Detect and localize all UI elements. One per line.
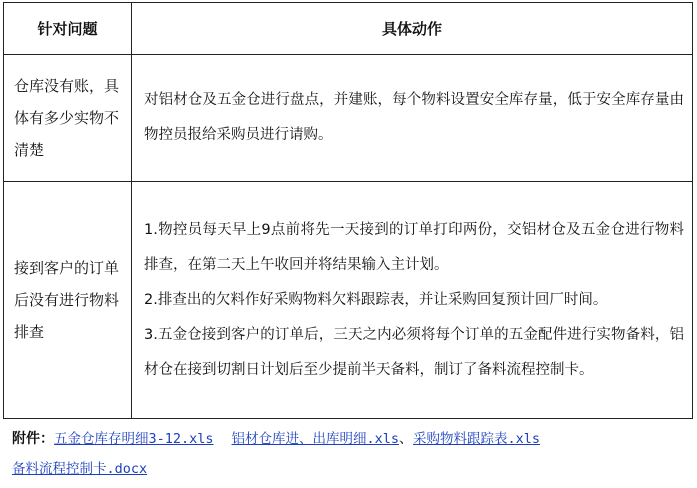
action-cell [132,182,693,419]
table-header-row [4,3,693,55]
action-paragraph: 1.物控员每天早上9点前将先一天接到的订单打印两份，交铝材仓及五金仓进行物料排查，在第二天上午收回并将结果输入主计划。 [144,221,684,273]
attachment-link-purchase-tracking[interactable]: 采购物料跟踪表.xls [413,431,541,447]
table-row [4,182,693,419]
header-issue: 针对问题 [4,3,132,55]
attachment-link-aluminum-inout[interactable]: 铝材仓库进、出库明细.xls [231,431,400,447]
action-paragraph: 2.排查出的欠料作好采购物料欠料跟踪表，并让采购回复预计回厂时间。 [144,291,608,308]
attachment-link-prep-control-card[interactable]: 备料流程控制卡.docx [12,461,148,477]
attachments-section [12,424,692,484]
action-cell [132,55,693,182]
attachment-link-hardware-inventory[interactable]: 五金仓库存明细3-12.xls [54,431,214,447]
table-row [4,55,693,182]
attachment-separator: 、 [399,431,414,447]
attachments-label: 附件： [12,431,54,447]
issue-cell: 仓库没有账，具体有多少实物不清楚 [4,55,132,182]
issue-cell: 接到客户的订单后没有进行物料排查 [4,182,132,419]
action-paragraph: 对铝材仓及五金仓进行盘点，并建账，每个物料设置安全库存量，低于安全库存量由物控员报给采购员进行请购。 [144,92,684,143]
action-paragraph: 3.五金仓接到客户的订单后，三天之内必须将每个订单的五金配件进行实物备料，铝材仓在接到切割日计划后至少提前半天备料，制订了备料流程控制卡。 [144,326,684,378]
issue-action-table [3,2,693,419]
header-action: 具体动作 [132,3,693,55]
